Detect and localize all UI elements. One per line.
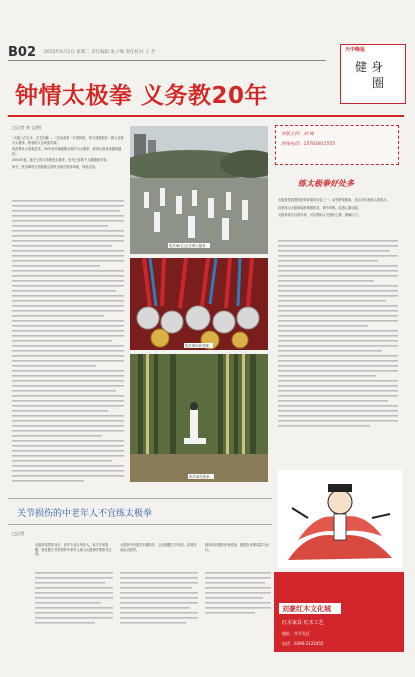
logo-line1: 健 身 [355,60,383,74]
byline: □记者 李 文/图 [12,125,41,130]
photo-bamboo [130,354,268,482]
side-body-continued [278,240,398,444]
side-body [278,198,398,218]
header-meta: 2015年6月2日 星期二 责任编辑 张子峰 责任校对 王 芳 [44,50,156,55]
medals-graphic [130,258,268,350]
sub-body-col2 [120,543,198,552]
paragraph: 太极拳中有很多半蹲动作，会加重膝关节负担，容易造成运动损伤。 [120,543,197,552]
subhead-rule-top [8,498,272,499]
paragraph: 练拳前应做好热身准备，根据自身情况量力而行。 [205,543,269,552]
page-code: B02 [8,45,36,60]
paragraph: “太极八法五步、左右回旋……”在汝南县一片树林里，每天清晨都有一群人在练习太极拳。教拳的人名叫张洪翠。 [12,136,124,145]
headline-rule [8,115,404,117]
paragraph: 如今，张洪翠每天清晨都会准时出现在练拳场地，风雨无阻。 [12,164,99,169]
text-lines [12,200,124,490]
ad-phone: 电话：0396-2122455 [282,641,324,646]
article-body-continued [12,200,124,494]
subhead: 关节损伤的中老年人不宜练太极拳 [17,509,153,519]
logo-line2: 圈 [372,76,385,90]
photo-scene [130,126,268,254]
photo-caption-bamboo: 张洪翠在练拳。 [189,475,213,479]
header-rule [8,60,326,61]
paragraph: 太极拳虽然好处多，但并不适合所有人。有关专家提醒，患有膝关节损伤的中老年人练习太极拳时要格外注意。 [35,543,112,557]
callout-hotline: 热线电话：15703911555 [281,142,335,147]
text-lines [278,240,398,440]
sub-body-col1 [35,543,113,557]
text-lines [35,572,271,652]
subhead-rule-bottom [8,524,272,525]
byline-secondary: □记者 [12,531,25,536]
ad-title: 刘豪红木文化城 [282,605,331,613]
logo-brand: 天中晚报 [345,47,366,53]
photo-caption-main: 张洪翠(右)正在教太极拳。 [169,244,209,248]
paragraph: 2004年起，她在公园义务教授太极拳，至今已有数千人跟随她学拳。 [12,158,110,163]
sub-body-col3 [205,543,271,552]
ad-address: 地址：市开发区 [282,631,310,636]
side-heading: 练太极拳好处多 [298,178,354,188]
sub-body-continued [35,572,271,656]
paragraph: 太极拳讲究以意导体，可以帮助人们放松心情、缓解压力。 [278,213,361,218]
photo-caption-medals: 张洪翠所获奖牌。 [185,344,213,348]
paragraph: 经常练习太极拳能够增强体质，调节呼吸，改善心肺功能。 [278,205,361,210]
photo-medals [130,258,268,350]
illustration-taichi-figure [278,470,402,568]
article-body [12,136,124,170]
ad-subtitle: 红木家具 红木工艺 [282,620,324,626]
paragraph: 太极拳是我国传统体育健身项目之一，动作舒缓柔和，适合各年龄段人群练习。 [278,198,390,202]
headline: 钟情太极拳 义务教20年 [15,83,269,109]
cartoon-graphic [278,470,402,568]
bamboo-scene [130,354,268,482]
paragraph: 张洪翠从小喜欢武术，20年前开始跟随名师学习太极拳，练拳让她身体越来越好。 [12,147,122,156]
callout-host: 本版主持：刘 峰 [281,132,314,137]
photo-group-taichi [130,126,268,254]
